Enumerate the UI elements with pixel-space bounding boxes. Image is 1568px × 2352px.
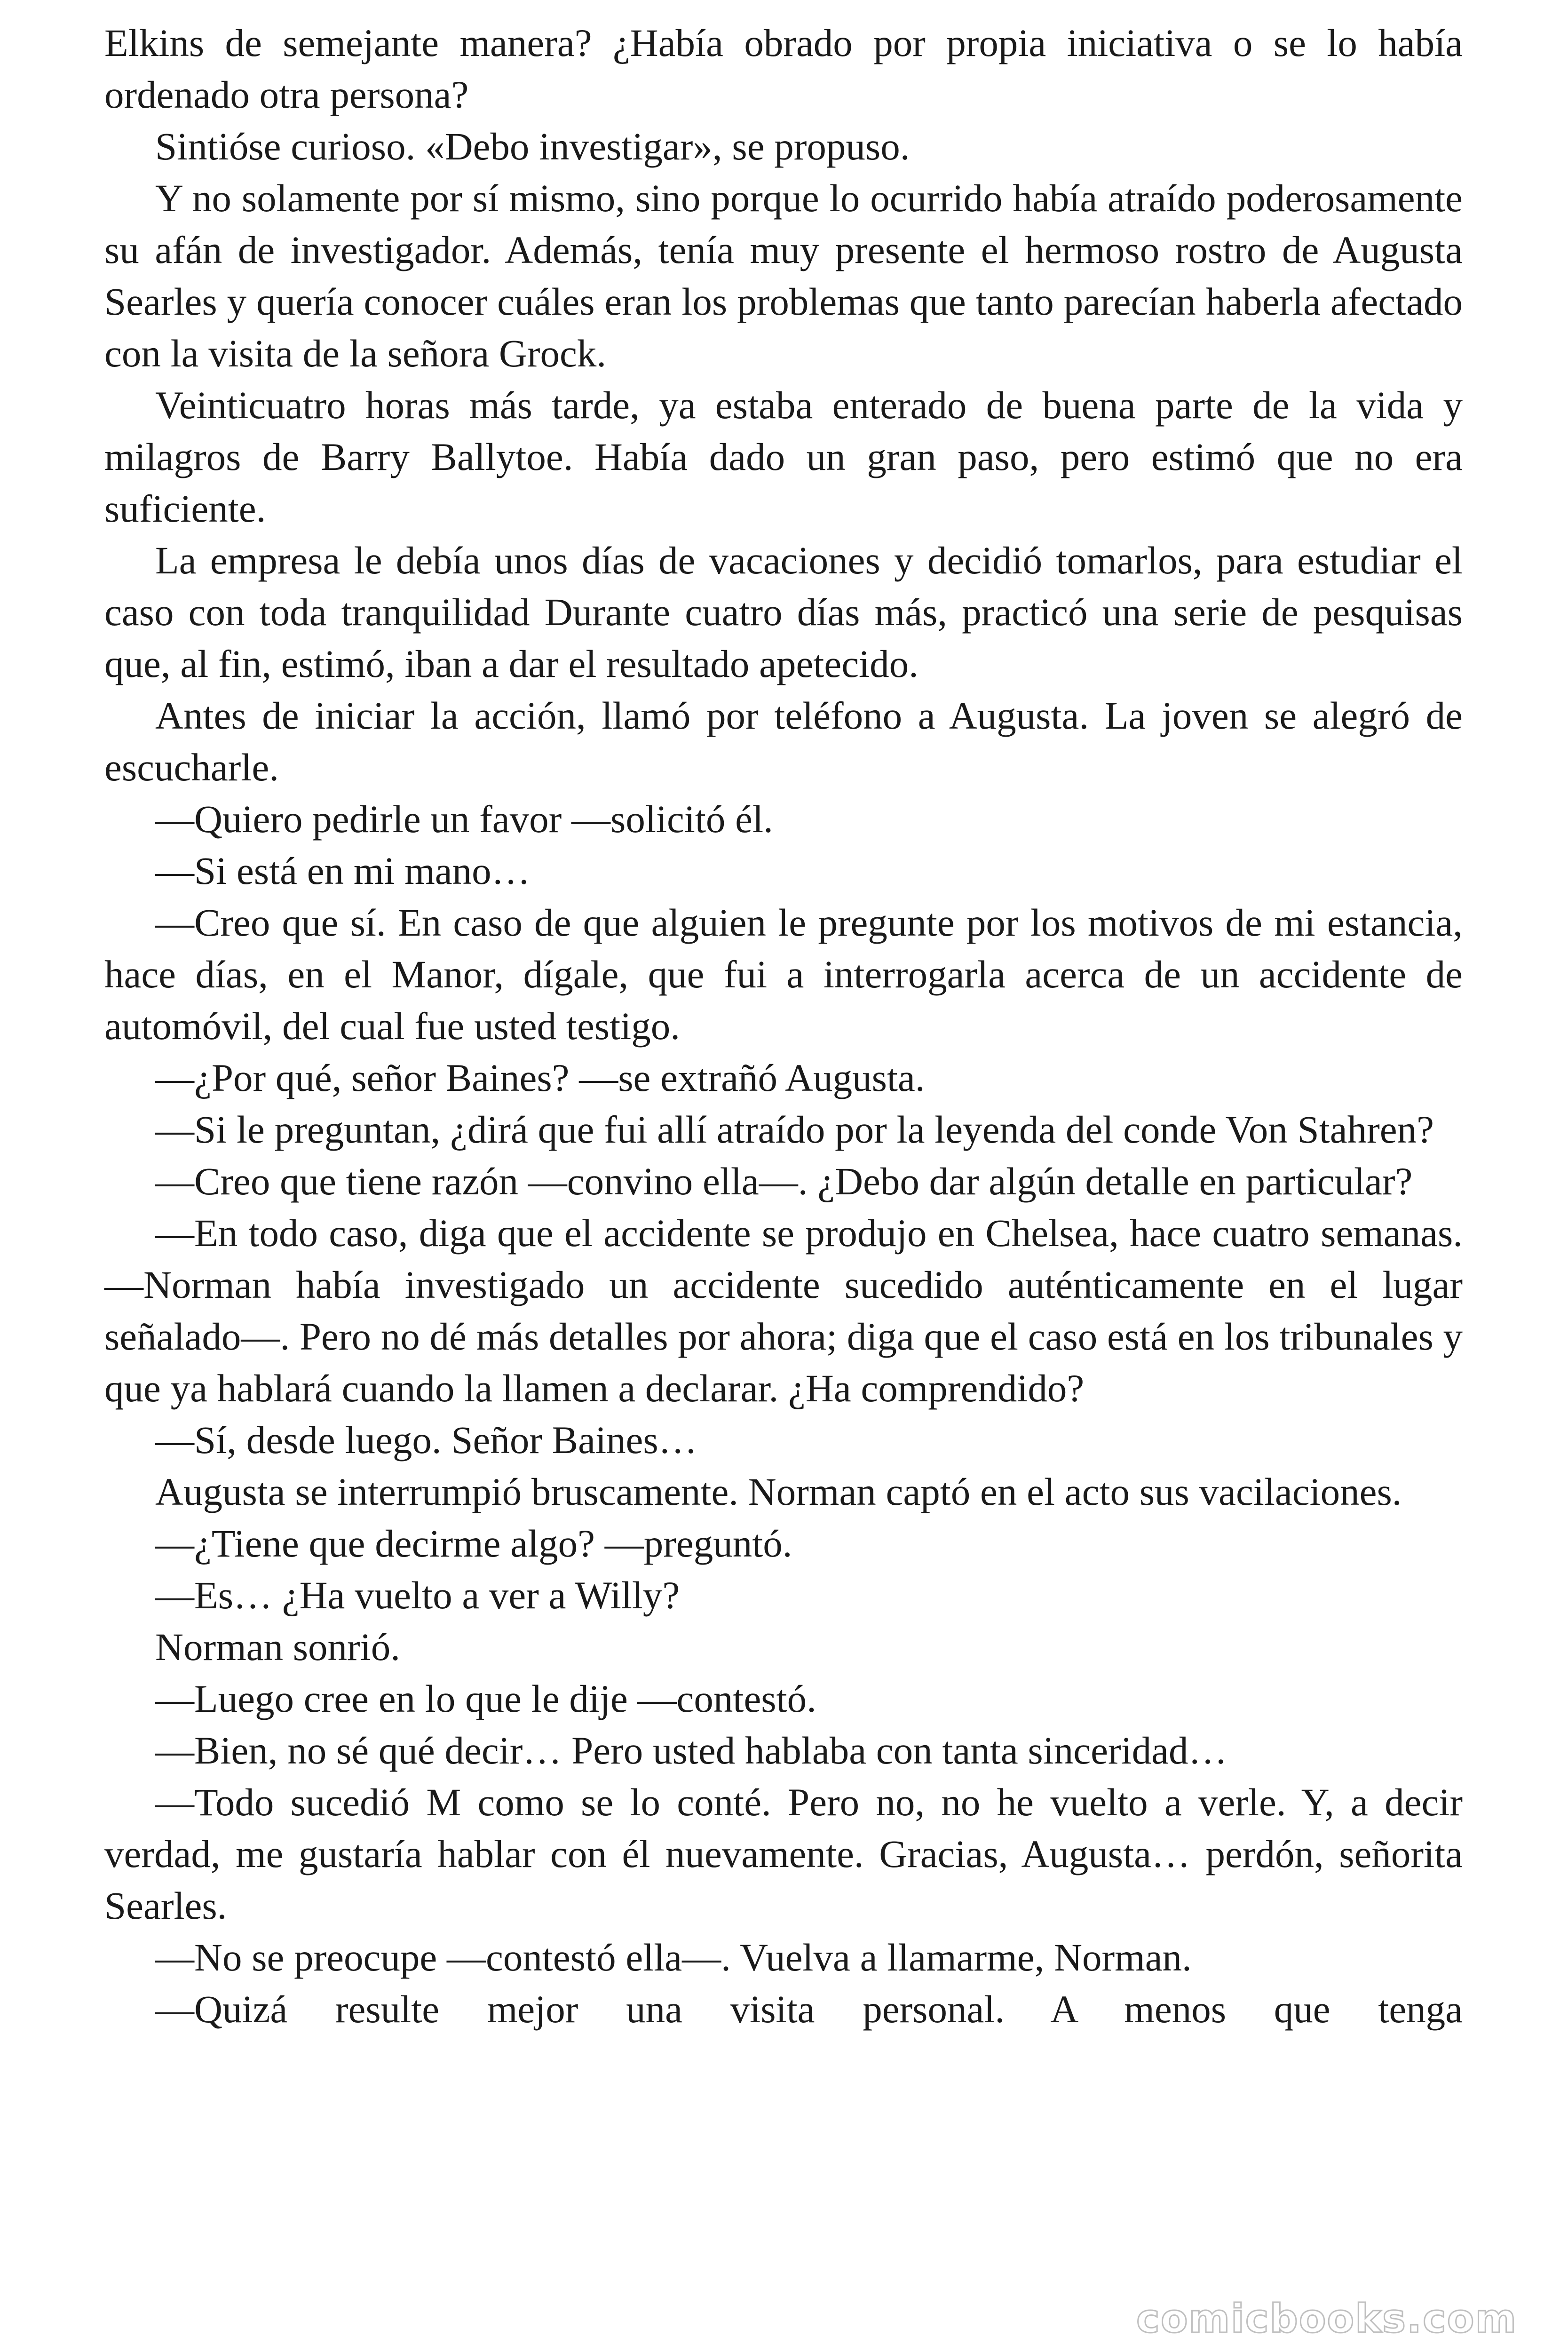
dialogue-line: —Sí, desde luego. Señor Baines… xyxy=(155,1418,697,1462)
paragraph: Veinticuatro horas más tarde, ya estaba enterado de buena parte de la vida y milagros de Barry Ballytoe. Había dado un gran paso, pero estimó que no era suficiente. xyxy=(104,383,1463,530)
dialogue-line: —Si le preguntan, ¿dirá que fui allí atraído por la leyenda del conde Von Stahren? xyxy=(155,1108,1434,1151)
dialogue-line: —Creo que tiene razón —convino ella—. ¿Debo dar algún detalle en particular? xyxy=(155,1160,1413,1203)
paragraph: Augusta se interrumpió bruscamente. Norman captó en el acto sus vacilaciones. xyxy=(155,1470,1402,1513)
paragraph: Sintióse curioso. «Debo investigar», se propuso. xyxy=(155,125,910,168)
paragraph: Elkins de semejante manera? ¿Había obrado por propia iniciativa o se lo había ordenado otra persona? xyxy=(104,21,1463,116)
paragraph: Antes de iniciar la acción, llamó por teléfono a Augusta. La joven se alegró de escucharle. xyxy=(104,694,1463,789)
dialogue-line: —Es… ¿Ha vuelto a ver a Willy? xyxy=(155,1573,680,1617)
dialogue-line: —Creo que sí. En caso de que alguien le pregunte por los motivos de mi estancia, hace días, en el Manor, dígale, que fui a interrogarla acerca de un accidente de automóvil, del cual fue usted testigo. xyxy=(104,901,1463,1048)
paragraph: Norman sonrió. xyxy=(155,1625,400,1669)
dialogue-line: —En todo caso, diga que el accidente se produjo en Chelsea, hace cuatro semanas. —Norman había investigado un accidente sucedido auténticamente en el lugar señalado—. Pero no dé más detalles por ahora; diga que el caso está en los tribunales y que ya hablará cuando la llamen a declarar. ¿Ha comprendido? xyxy=(104,1211,1463,1410)
paragraph: Y no solamente por sí mismo, sino porque lo ocurrido había atraído poderosamente su afán de investigador. Además, tenía muy presente el hermoso rostro de Augusta Searles y quería conocer cuáles eran los problemas que tanto parecían haberla afectado con la visita de la señora Grock. xyxy=(104,176,1463,375)
dialogue-line: —Bien, no sé qué decir… Pero usted hablaba con tanta sinceridad… xyxy=(155,1729,1227,1772)
dialogue-line: —¿Por qué, señor Baines? —se extrañó Augusta. xyxy=(155,1056,925,1099)
paragraph: La empresa le debía unos días de vacaciones y decidió tomarlos, para estudiar el caso con toda tranquilidad Durante cuatro días más, practicó una serie de pesquisas que, al fin, estimó, iban a dar el resultado apetecido. xyxy=(104,539,1463,685)
watermark-logo: comicbooks.com xyxy=(1136,2296,1517,2342)
dialogue-line: —Quizá resulte mejor una visita personal. A menos que tenga xyxy=(155,1987,1463,2031)
dialogue-line: —¿Tiene que decirme algo? —preguntó. xyxy=(155,1522,792,1565)
dialogue-line: —Quiero pedirle un favor —solicitó él. xyxy=(155,797,773,841)
dialogue-line: —Luego cree en lo que le dije —contestó. xyxy=(155,1677,816,1720)
dialogue-line: —Si está en mi mano… xyxy=(155,849,531,892)
text-column xyxy=(104,17,1463,2035)
dialogue-line: —Todo sucedió M como se lo conté. Pero no, no he vuelto a verle. Y, a decir verdad, me gustaría hablar con él nuevamente. Gracias, Augusta… perdón, señorita Searles. xyxy=(104,1780,1463,1927)
dialogue-line: —No se preocupe —contestó ella—. Vuelva a llamarme, Norman. xyxy=(155,1936,1192,1979)
